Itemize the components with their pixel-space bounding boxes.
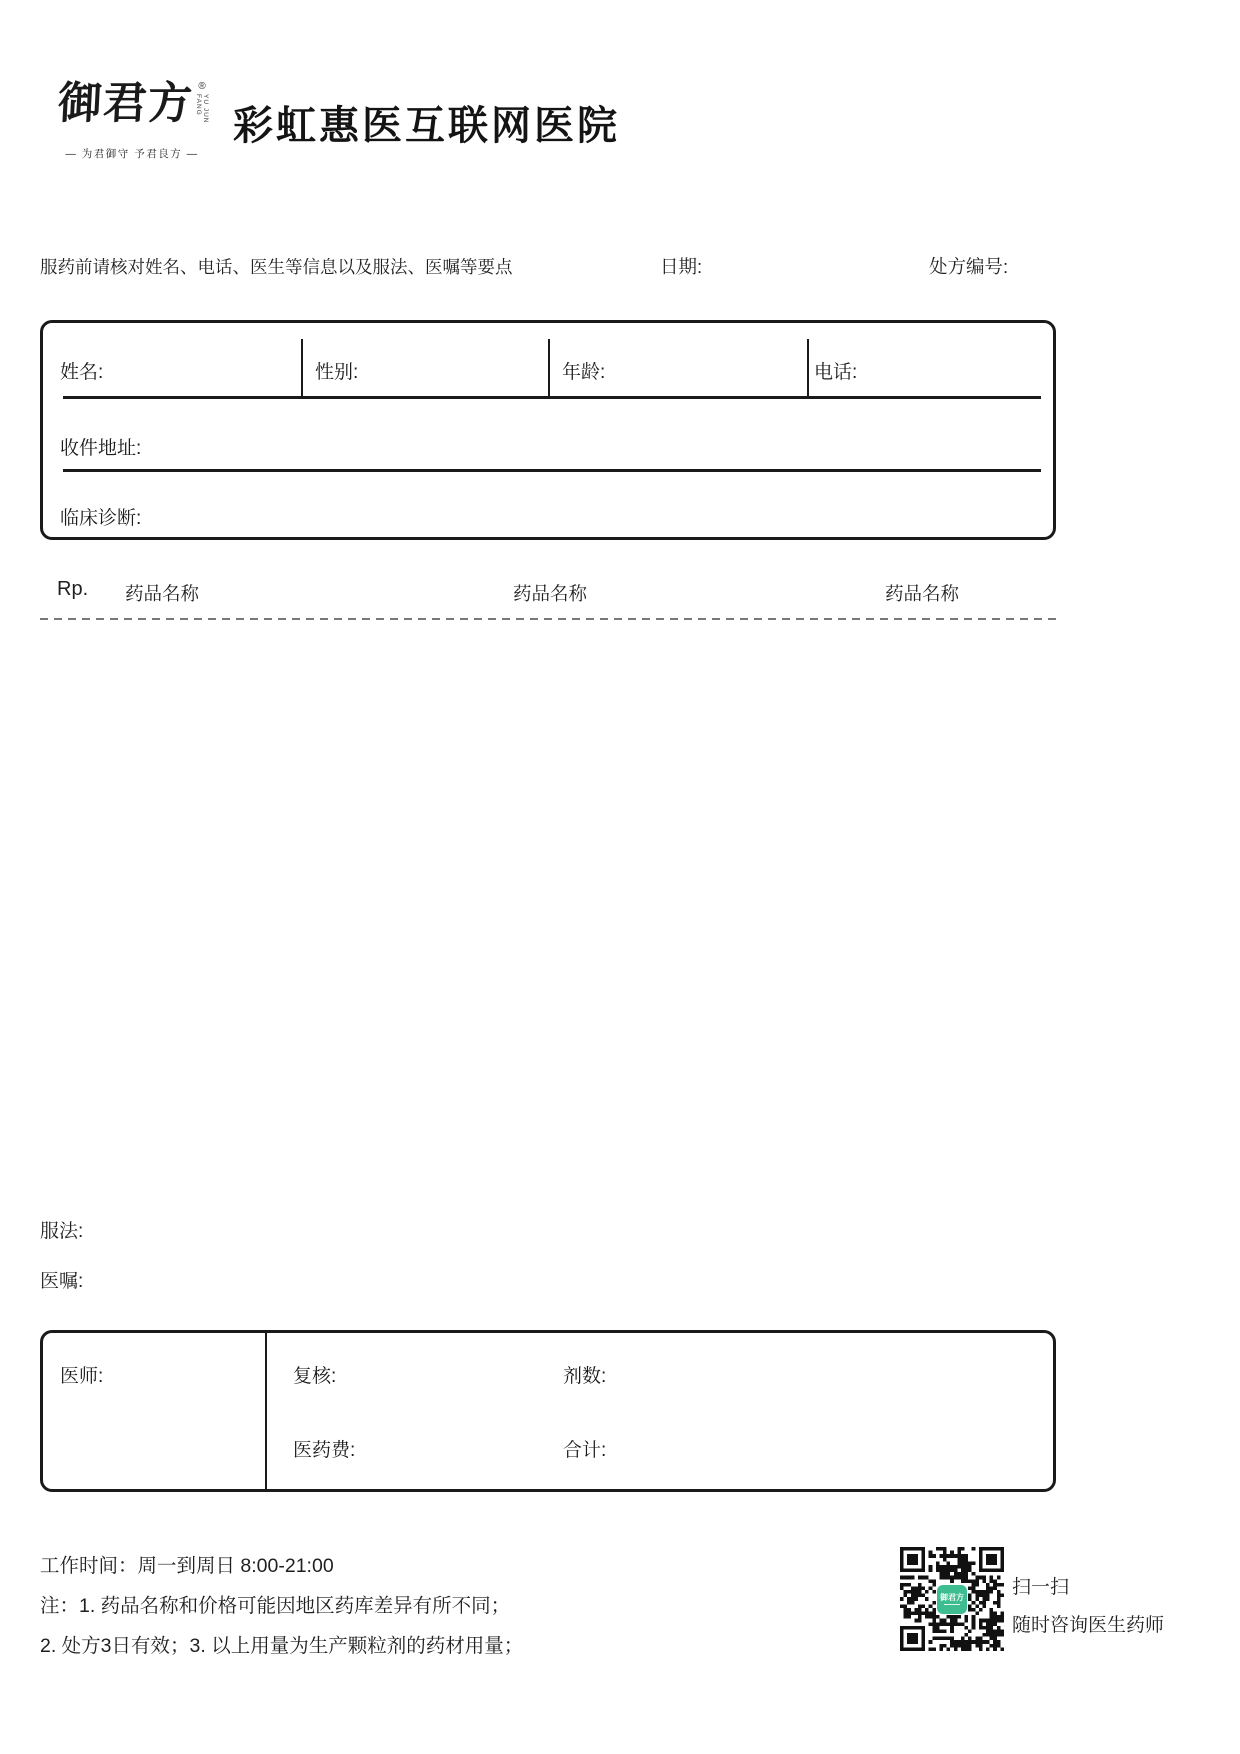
doctor-label: 医师: bbox=[60, 1366, 104, 1387]
verification-notice: 服药前请核对姓名、电话、医生等信息以及服法、医嘱等要点 bbox=[40, 257, 513, 277]
clinical-diagnosis-label: 临床诊断: bbox=[60, 508, 142, 529]
working-hours: 工作时间：周一到周日 8:00-21:00 bbox=[40, 1555, 334, 1577]
qr-center-logo-bar bbox=[944, 1604, 960, 1605]
divider bbox=[301, 339, 303, 398]
qr-code bbox=[900, 1547, 1004, 1651]
rp-label: Rp. bbox=[57, 578, 89, 600]
dashed-separator bbox=[40, 618, 1056, 620]
rx-number-label: 处方编号: bbox=[929, 256, 1009, 277]
qr-caption-consult: 随时咨询医生药师 bbox=[1012, 1615, 1165, 1636]
hospital-name: 彩虹惠医互联网医院 bbox=[233, 104, 620, 148]
review-label: 复核: bbox=[293, 1366, 337, 1387]
footer-note-2: 2. 处方3日有效；3. 以上用量为生产颗粒剂的药材用量； bbox=[40, 1635, 524, 1657]
drug-name-column-header: 药品名称 bbox=[125, 583, 200, 604]
qr-center-logo bbox=[937, 1585, 967, 1614]
drug-name-column-header: 药品名称 bbox=[513, 583, 588, 604]
patient-phone-label: 电话: bbox=[814, 362, 858, 383]
qr-caption-scan: 扫一扫 bbox=[1012, 1577, 1070, 1598]
brand-tagline: — 为君御守 予君良方 — bbox=[65, 148, 199, 160]
date-label: 日期: bbox=[660, 256, 703, 277]
drug-name-column-header: 药品名称 bbox=[885, 583, 960, 604]
divider bbox=[548, 339, 550, 398]
footer-note-1: 注：1. 药品名称和价格可能因地区药库差异有所不同； bbox=[40, 1595, 511, 1617]
registered-trademark-icon: ® bbox=[198, 81, 206, 92]
qr-center-logo-text: 御君方 bbox=[940, 1593, 964, 1602]
brand-logo bbox=[56, 78, 209, 161]
patient-name-label: 姓名: bbox=[60, 362, 104, 383]
dose-count-label: 剂数: bbox=[563, 1366, 607, 1387]
brand-logo-text: 御君方 bbox=[56, 78, 195, 129]
medicine-fee-label: 医药费: bbox=[293, 1440, 356, 1461]
divider bbox=[63, 469, 1041, 472]
usage-label: 服法: bbox=[40, 1221, 84, 1242]
patient-gender-label: 性别: bbox=[315, 362, 359, 383]
total-label: 合计: bbox=[563, 1440, 607, 1461]
brand-logo-pinyin: YU JUN FANG bbox=[195, 94, 209, 124]
divider bbox=[807, 339, 809, 398]
doctor-advice-label: 医嘱: bbox=[40, 1271, 84, 1292]
divider bbox=[63, 396, 1041, 399]
patient-info-box bbox=[40, 320, 1056, 540]
patient-age-label: 年龄: bbox=[562, 362, 606, 383]
divider bbox=[265, 1333, 267, 1489]
signoff-box bbox=[40, 1330, 1056, 1492]
shipping-address-label: 收件地址: bbox=[60, 438, 142, 459]
